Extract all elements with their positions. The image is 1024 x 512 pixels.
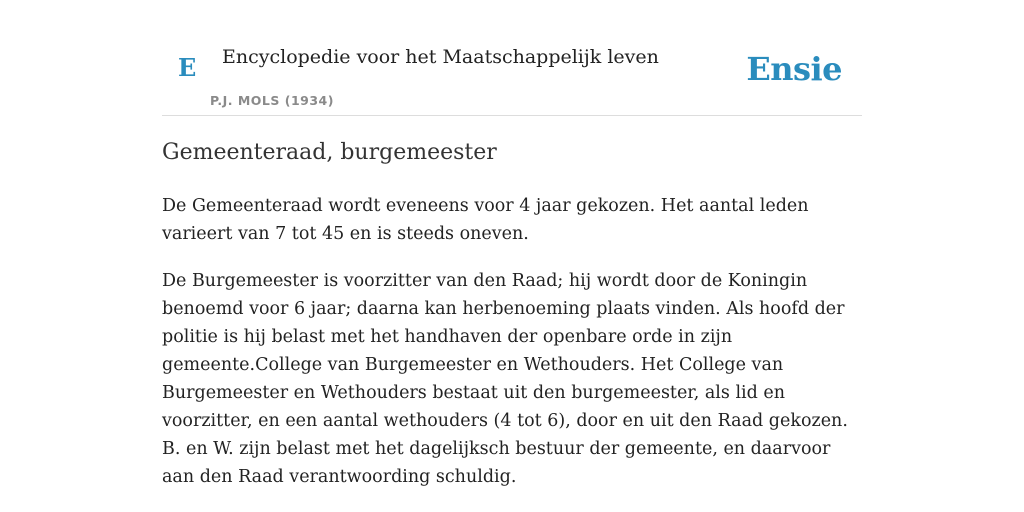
header: [162, 0, 862, 116]
page: [162, 0, 862, 512]
book-title-link[interactable]: Encyclopedie voor het Maatschappelijk leven: [222, 46, 659, 68]
author-year: P.J. MOLS (1934): [210, 93, 334, 108]
ensie-logo-link[interactable]: Ensie: [746, 50, 842, 88]
article-title: Gemeenteraad, burgemeester: [162, 140, 497, 165]
article-paragraph: De Burgemeester is voorzitter van den Raad; hij wordt door de Koningin benoemd voor 6 jaar; daarna kan herbenoeming plaats vinden. Als hoofd der politie is hij belast met het handhaven der openbare orde in zijn gemeente.College van Burgemeester en Wethouders. Het College van Burgemeester en Wethouders bestaat uit den burgemeester, als lid en voorzitter, en een aantal wethouders (4 tot 6), door en uit den Raad gekozen. B. en W. zijn belast met het dagelijksch bestuur der gemeente, en daarvoor aan den Raad verantwoording schuldig.: [162, 271, 848, 487]
article-paragraph: De Gemeenteraad wordt eveneens voor 4 jaar gekozen. Het aantal leden varieert van 7 tot 45 en is steeds oneven.: [162, 196, 809, 244]
book-logo-icon[interactable]: E: [178, 53, 197, 82]
